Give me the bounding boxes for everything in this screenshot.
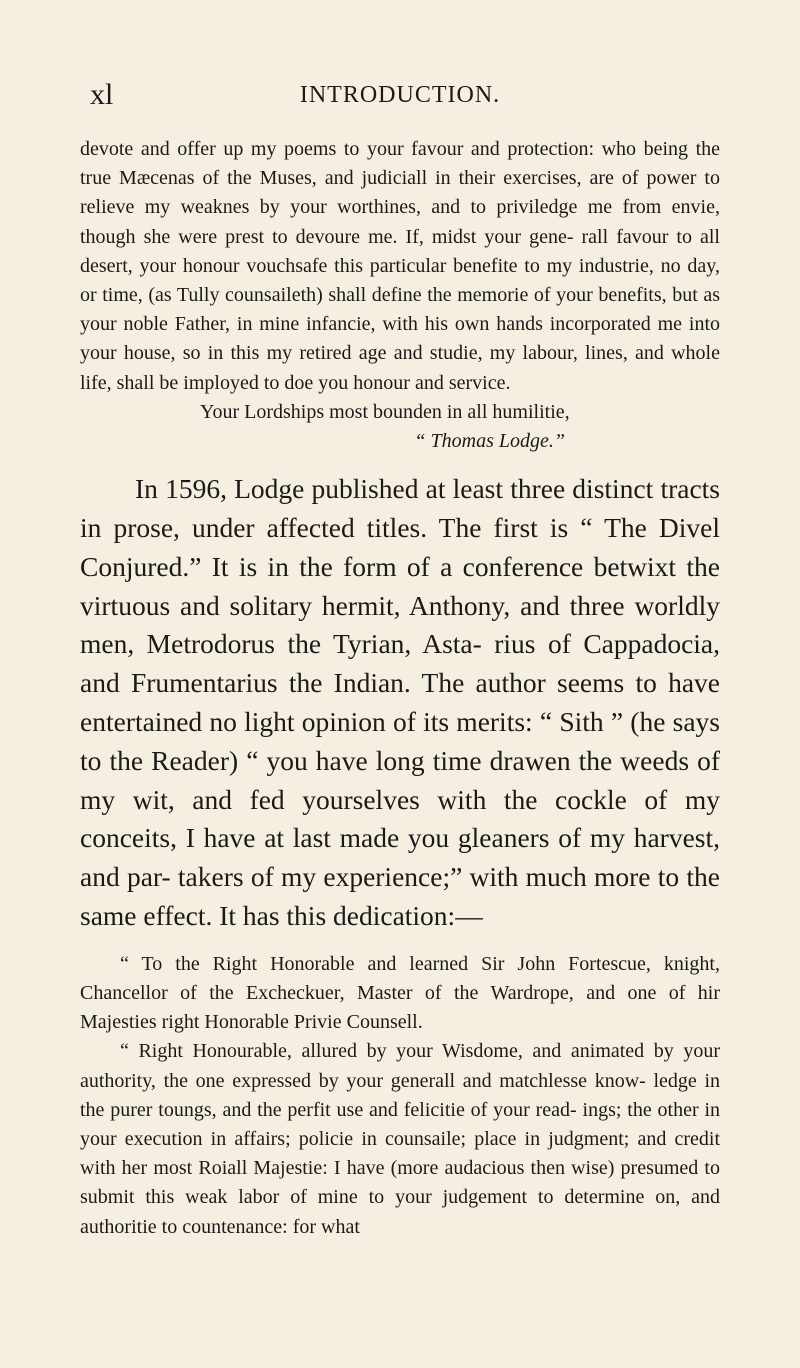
- dedication-body: “ Right Honourable, allured by your Wisdome, and animated by your authority, the one expressed by your generall and matchlesse know- ledge in the purer toungs, and the perfit use and felicitie of your read- ings; the other in your execution in affairs; policie in counsaile; place in judgment; and credit with her most Roiall Majestie: I have (more audacious then wise) presumed to submit this weak labor of mine to your judgement to determine on, and authoritie to countenance: for what: [80, 1040, 720, 1238]
- main-paragraph: In 1596, Lodge published at least three distinct tracts in prose, under affected titles. The first is “ The Divel Conjured.” It is in the form of a conference betwixt the virtuous and solitary hermit, Anthony, and three worldly men, Metrodorus the Tyrian, Asta- rius of Cappadocia, and Frumentarius the Indian. The author seems to have entertained no light opinion of its merits: “ Sith ” (he says to the Reader) “ you have long time drawen the weeds of my wit, and fed yourselves with the cockle of my conceits, I have at last made you gleaners of my harvest, and par- takers of my experience;” with much more to the same effect. It has this dedication:—: [80, 473, 720, 931]
- page-number: xl: [90, 78, 114, 111]
- running-head: INTRODUCTION.: [299, 82, 501, 108]
- dedication-signature: “ Thomas Lodge.”: [414, 430, 565, 453]
- page-body: [80, 135, 720, 1242]
- page-header: [90, 78, 710, 118]
- dedication-continued: devote and offer up my poems to your favour and protection: who being the true Mæcenas of the Muses, and judiciall in their exercises, are of power to relieve my weaknes by your worthines, and to priviledge me from envie, though she were prest to devoure me. If, midst your gene- rall favour to all desert, your honour vouchsafe this particular benefite to my industrie, no day, or time, (as Tully counsaileth) shall define the memorie of your benefits, but as your noble Father, in mine infancie, with his own hands incorporated me into your house, so in this my retired age and studie, my labour, lines, and whole life, shall be imployed to doe you honour and service.: [80, 138, 720, 394]
- dedication-closing: Your Lordships most bounden in all humilitie,: [200, 400, 570, 423]
- dedication-address: “ To the Right Honorable and learned Sir John Fortescue, knight, Chancellor of the Excheckuer, Master of the Wardrope, and one of hir Majesties right Honorable Privie Counsell.: [80, 952, 720, 1034]
